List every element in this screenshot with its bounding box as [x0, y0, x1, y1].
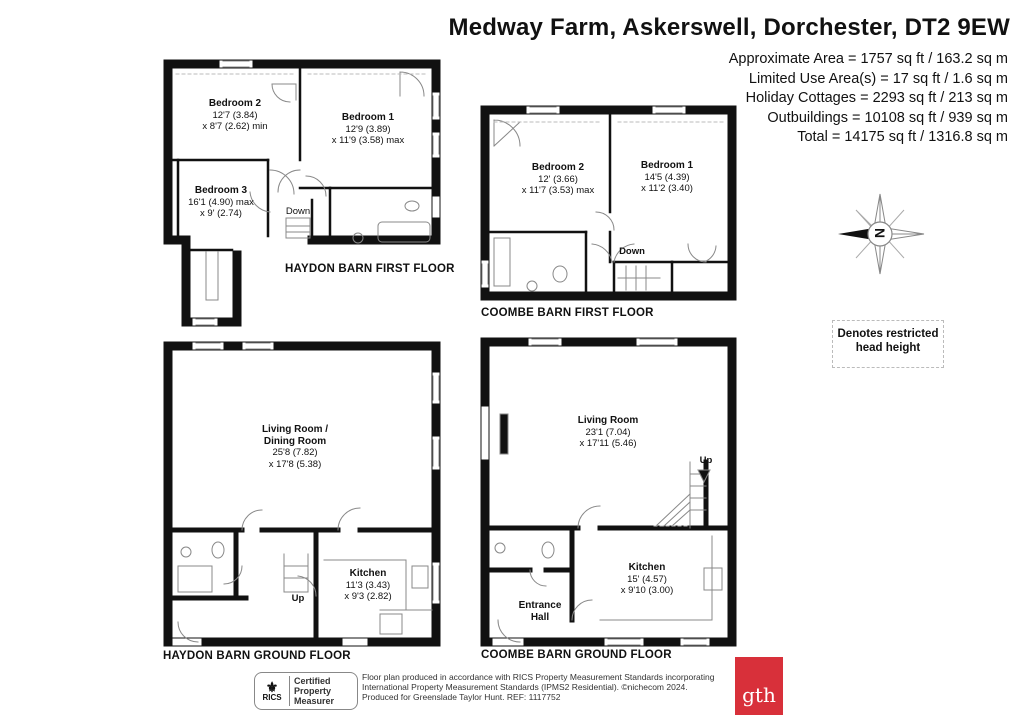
footer-line: Produced for Greenslade Taylor Hunt. REF: 1117752 — [362, 692, 561, 702]
area-holiday-cottages: Holiday Cottages = 2293 sq ft / 213 sq m — [745, 90, 1008, 106]
room-name: Bedroom 1 — [341, 112, 395, 123]
haydon-ground-up-label: Up — [291, 593, 305, 604]
rics-abbr: RICS — [262, 692, 282, 702]
rics-badge — [254, 672, 358, 710]
room-name: Kitchen — [628, 562, 666, 573]
property-title: Medway Farm, Askerswell, Dorchester, DT2 9EW — [448, 14, 1010, 41]
haydon-first-down-label: Down — [285, 206, 311, 217]
coombe-ground-living-room — [556, 415, 660, 450]
restricted-height-legend — [832, 320, 944, 368]
haydon-ground-kitchen — [330, 568, 406, 603]
area-outbuildings: Outbuildings = 10108 sq ft / 939 sq m — [767, 109, 1008, 126]
room-name: Bedroom 1 — [640, 160, 694, 171]
room-name: Bedroom 2 — [208, 98, 262, 109]
area-limited-use: Limited Use Area(s) = 17 sq ft / 1.6 sq m — [748, 70, 1008, 87]
haydon-first-floor-label: HAYDON BARN FIRST FLOOR — [285, 263, 455, 275]
room-dim: 14'5 (4.39) — [644, 171, 690, 183]
coombe-ground-entrance-hall — [512, 600, 568, 623]
room-dim: 11'3 (3.43) — [345, 579, 391, 591]
room-dim: 25'8 (7.82) — [272, 447, 318, 458]
coombe-ground-floor-plan — [485, 342, 732, 642]
rics-logo — [255, 674, 289, 708]
room-dim: x 17'11 (5.46) — [579, 438, 637, 449]
area-total: Total = 14175 sq ft / 1316.8 sq m — [797, 129, 1008, 145]
coombe-ground-up-label: Up — [699, 455, 713, 466]
rics-line: Property — [294, 686, 332, 696]
compass-north-letter: N — [872, 227, 888, 239]
rics-line: Measurer — [294, 696, 335, 706]
room-name: Entrance — [518, 600, 562, 611]
coombe-ground-kitchen — [602, 562, 692, 597]
footer-line: International Property Measurement Standards (IPMS2 Residential). ©nichecom 2024. — [362, 682, 688, 692]
room-dim: x 17'8 (5.38) — [268, 458, 322, 470]
area-approximate: Approximate Area = 1757 sq ft / 163.2 sq m — [728, 51, 1008, 67]
rics-emblem-icon: ⚜ — [265, 678, 279, 695]
coombe-first-down-label: Down — [619, 246, 645, 257]
haydon-first-bedroom3 — [176, 185, 266, 220]
coombe-first-bedroom2 — [508, 162, 608, 197]
room-dim: 12' (3.66) — [538, 173, 578, 185]
footer-line: Floor plan produced in accordance with RICS Property Measurement Standards incorporating — [362, 672, 715, 682]
room-dim: x 9'3 (2.82) — [344, 591, 392, 602]
coombe-first-floor-plan — [485, 110, 732, 296]
room-dim: 12'7 (3.84) — [212, 109, 258, 121]
haydon-first-bedroom1 — [308, 112, 428, 147]
room-dim: 12'9 (3.89) — [345, 123, 391, 135]
room-dim: x 11'9 (3.58) max — [331, 135, 405, 146]
legend-line: Denotes restricted — [837, 328, 939, 340]
legend-line: head height — [855, 342, 921, 354]
room-name: Bedroom 2 — [531, 162, 585, 173]
room-name: Kitchen — [349, 568, 387, 579]
gth-logo: gth — [735, 657, 783, 715]
room-dim: x 9' (2.74) — [200, 208, 242, 219]
coombe-first-floor-label: COOMBE BARN FIRST FLOOR — [481, 307, 654, 319]
room-name: Living Room / — [261, 424, 329, 435]
room-dim: 15' (4.57) — [627, 573, 667, 585]
room-dim: x 9'10 (3.00) — [620, 585, 674, 596]
coombe-ground-floor-label: COOMBE BARN GROUND FLOOR — [481, 649, 672, 661]
haydon-ground-floor-label: HAYDON BARN GROUND FLOOR — [163, 650, 351, 662]
room-name: Living Room — [577, 415, 639, 426]
room-name: Dining Room — [263, 435, 327, 447]
rics-text — [289, 676, 334, 706]
room-name: Hall — [530, 611, 550, 623]
haydon-first-bedroom2 — [180, 98, 290, 133]
room-dim: 16'1 (4.90) max — [188, 196, 254, 208]
room-dim: x 11'2 (3.40) — [641, 183, 693, 194]
room-name: Bedroom 3 — [194, 185, 248, 196]
coombe-first-bedroom1 — [620, 160, 714, 195]
footer-disclaimer — [362, 672, 722, 702]
room-dim: x 8'7 (2.62) min — [202, 121, 268, 132]
room-dim: x 11'7 (3.53) max — [521, 185, 595, 196]
haydon-ground-living-room — [240, 424, 350, 470]
room-dim: 23'1 (7.04) — [585, 426, 631, 438]
rics-line: Certified — [294, 676, 331, 686]
